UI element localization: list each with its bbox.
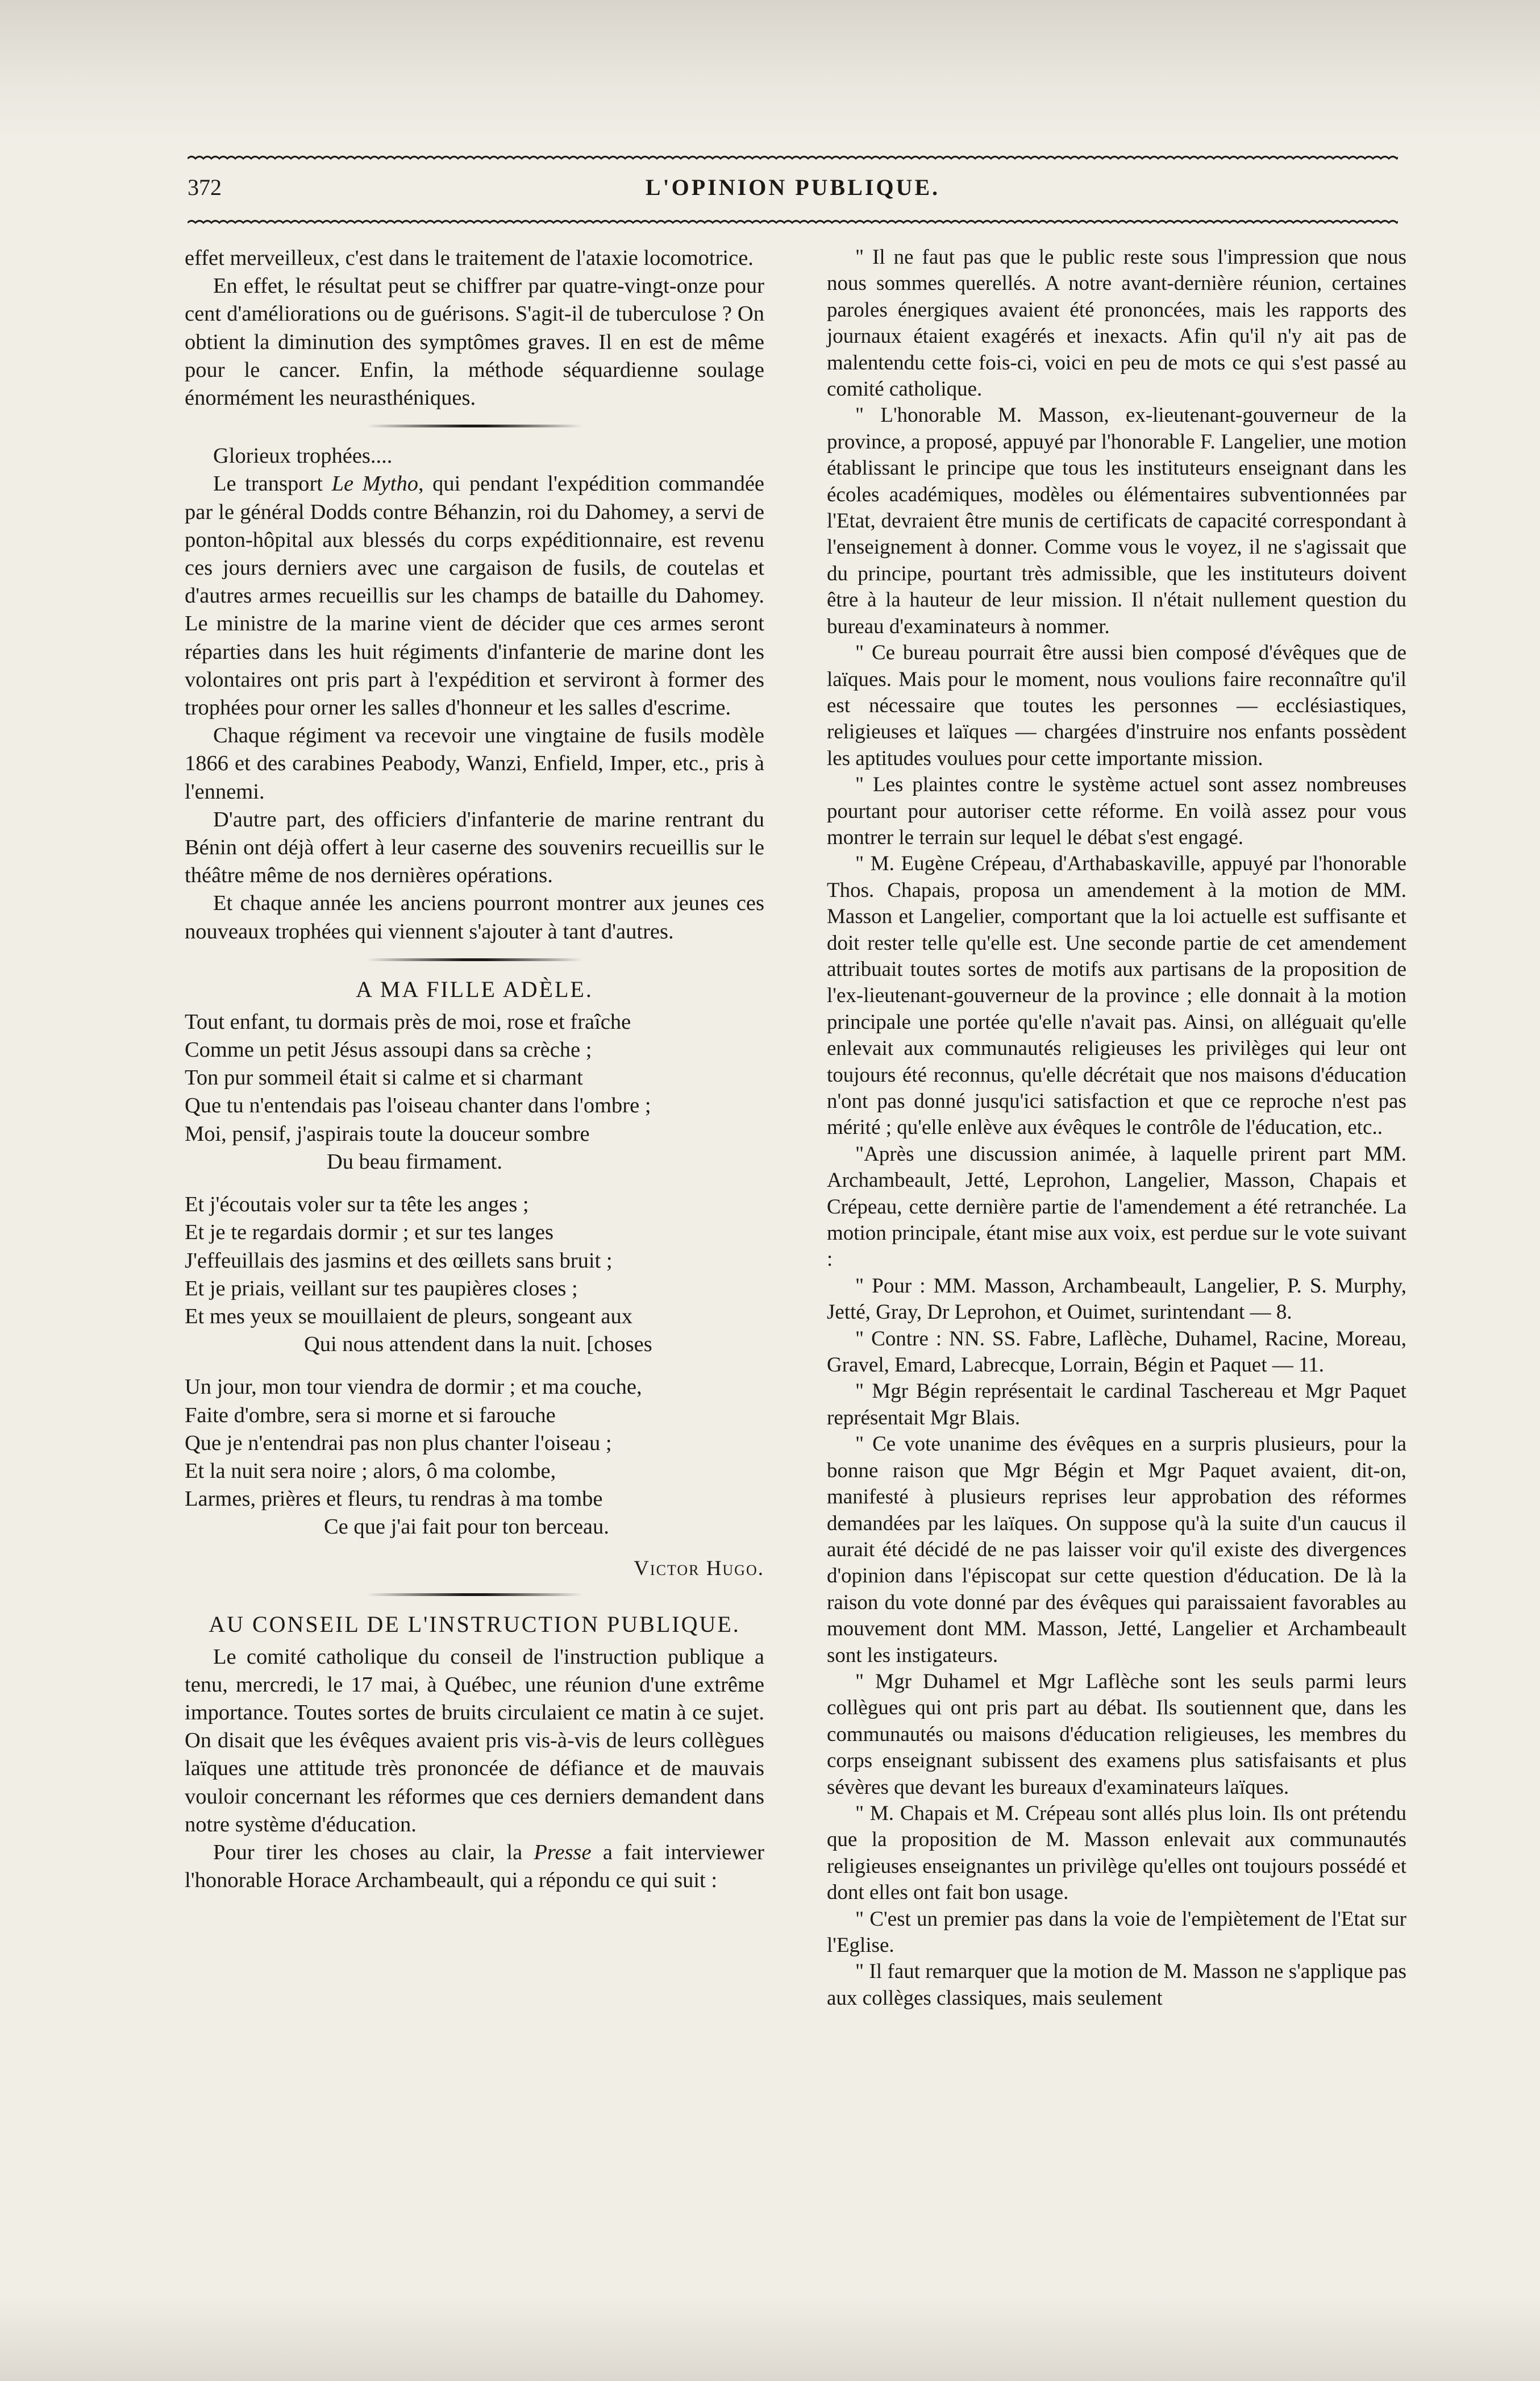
verse: Larmes, prières et fleurs, tu rendras à ma tombe: [185, 1487, 603, 1511]
verse: Ton pur sommeil était si calme et si charmant: [185, 1066, 583, 1090]
article-title: AU CONSEIL DE L'INSTRUCTION PUBLIQUE.: [209, 1611, 740, 1637]
paragraph: " M. Eugène Crépeau, d'Arthabaskaville, appuyé par l'honorable Thos. Chapais, proposa un amendement à la motion de MM. Masson et Langelier, comportant que la loi actuelle est suffisante et doit rester telle qu'elle est. Une seconde partie de cet amendement attribuait toutes sortes de motifs aux partisans de la proposition de l'ex-lieutenant-gouverneur de la province ; elle donnait à la motion principale une portée qu'elle n'avait pas. Ainsi, on alléguait qu'elle enlevait aux communautés religieuses les privilèges qui leur ont toujours été reconnus, qu'elle décrétait que nos maisons d'éducation n'ont pas donné jusqu'ici satisfaction et que ce reproche n'est pas mérité ; qu'elle enlève aux évêques le contrôle de l'éducation, etc..: [827, 852, 1406, 1140]
verse: Et je te regardais dormir ; et sur tes langes: [185, 1220, 553, 1245]
text-run: , qui pendant l'expédition commandée par le général Dodds contre Béhanzin, roi du Dahomey, a servi de ponton-hôpital aux blessés du corps expéditionnaire, est revenu ces jours derniers avec une cargaison de fusils, de coutelas et d'autres armes recueillis sur les champs de bataille du Dahomey. Le ministre de la marine vient de décider que ces armes seront réparties dans les huit régiments d'infanterie de marine dont les volontaires ont pris part à l'expédition et serviront à former des trophées pour orner les salles d'honneur et les salles d'escrime.: [185, 472, 764, 720]
verse: Du beau firmament.: [327, 1149, 502, 1174]
text-run: a fait interviewer l'honorable Horace Archambeault, qui a répondu ce qui suit :: [185, 1840, 764, 1893]
top-paper-edge: [0, 0, 1540, 142]
paragraph: " Mgr Bégin représentait le cardinal Taschereau et Mgr Paquet représentait Mgr Blais.: [827, 1379, 1406, 1430]
paragraph: " Il faut remarquer que la motion de M. Masson ne s'applique pas aux collèges classiques, mais seulement: [827, 1960, 1406, 2010]
verse: Et la nuit sera noire ; alors, ô ma colombe,: [185, 1458, 556, 1483]
verse: J'effeuillais des jasmins et des œillets sans bruit ;: [185, 1248, 613, 1273]
paragraph: " Mgr Duhamel et Mgr Laflèche sont les seuls parmi leurs collègues qui ont pris part au débat. Ils soutiennent que, dans les communautés ou maisons d'éducation religieuses, les membres du corps enseignant subissent des examens plus satisfaisants et plus sévères que devant les bureaux d'examinateurs laïques.: [827, 1669, 1406, 1799]
separator: [367, 1593, 582, 1596]
paragraph: " Les plaintes contre le système actuel sont assez nombreuses pourtant pour autoriser cette réforme. En voilà assez pour vous montrer le terrain sur lequel le débat s'est engagé.: [827, 773, 1406, 849]
separator: [367, 958, 582, 961]
paragraph: [185, 470, 764, 722]
verse: Que je n'entendrai pas non plus chanter l'oiseau ;: [185, 1431, 612, 1455]
paragraph: Glorieux trophées....: [213, 444, 393, 468]
verse: Tout enfant, tu dormais près de moi, rose et fraîche: [185, 1009, 631, 1034]
page-number: 372: [188, 174, 222, 200]
separator: [367, 425, 582, 427]
running-head: L'OPINION PUBLIQUE.: [645, 174, 940, 200]
paragraph: "Après une discussion animée, à laquelle prirent part MM. Archambeault, Jetté, Leprohon, Langelier, Masson, Chapais et Crépeau, cette dernière partie de l'amendement a été retranchée. La motion principale, étant mise aux voix, est perdue sur le vote suivant :: [827, 1142, 1406, 1271]
paragraph: " M. Chapais et M. Crépeau sont allés plus loin. Ils ont prétendu que la proposition de M. Masson enlevait aux communautés religieuses enseignantes un privilège qu'elles ont toujours possédé et dont elles ont fait bon usage.: [827, 1801, 1406, 1905]
paragraph: " Contre : NN. SS. Fabre, Laflèche, Duhamel, Racine, Moreau, Gravel, Emard, Labrecque, Lorrain, Bégin et Paquet — 11.: [827, 1327, 1406, 1377]
header-bottom-rule: [188, 219, 1398, 227]
paragraph: En effet, le résultat peut se chiffrer par quatre-vingt-onze pour cent d'améliorations ou de guérisons. S'agit-il de tuberculose ? On obtient la diminution des symptômes graves. Il en est de même pour le cancer. Enfin, la méthode séquardienne soulage énormément les neurasthéniques.: [185, 274, 764, 410]
newspaper-name: Presse: [534, 1840, 592, 1864]
paragraph: D'autre part, des officiers d'infanterie de marine rentrant du Bénin ont déjà offert à leur caserne des souvenirs recueillis sur le théâtre même de nos dernières opérations.: [185, 807, 764, 888]
paragraph: " Il ne faut pas que le public reste sous l'impression que nous nous sommes querellés. A notre avant-dernière réunion, certaines paroles énergiques avaient été prononcées, mais les rapports des journaux étaient exagérés et inexacts. Afin qu'il n'y ait pas de malentendu cette fois-ci, voici en peu de mots ce qui s'est passé au comité catholique.: [827, 246, 1406, 401]
poem-author: Victor Hugo.: [634, 1556, 764, 1580]
paragraph: Le comité catholique du conseil de l'instruction publique a tenu, mercredi, le 17 mai, à Québec, une réunion d'une extrême importance. Toutes sortes de bruits circulaient ce matin à ce sujet. On disait que les évêques avaient pris vis-à-vis de leurs collègues laïques une attitude très prononcée de défiance et de mauvais vouloir concernant les réformes que ces derniers demandent dans notre système d'éducation.: [185, 1644, 764, 1836]
paragraph: " L'honorable M. Masson, ex-lieutenant-gouverneur de la province, a proposé, appuyé par l'honorable F. Langelier, une motion établissant le principe que tous les instituteurs enseignant dans les écoles académiques, modèles ou élémentaires subventionnées par l'Etat, devraient être munis de certificats de capacité correspondant à l'enseignement à donner. Comme vous le voyez, il ne s'agissait que du principe, pourtant très admissible, que les instituteurs doivent être à la hauteur de leur mission. Il n'était nullement question du bureau d'examinateurs à nommer.: [827, 404, 1406, 638]
verse: Un jour, mon tour viendra de dormir ; et ma couche,: [185, 1375, 642, 1399]
paragraph: " Pour : MM. Masson, Archambeault, Langelier, P. S. Murphy, Jetté, Gray, Dr Leprohon, et Ouimet, surintendant — 8.: [827, 1274, 1406, 1324]
verse: Et j'écoutais voler sur ta tête les anges ;: [185, 1192, 529, 1217]
text-run: Pour tirer les choses au clair, la: [213, 1840, 534, 1864]
paragraph: " Ce bureau pourrait être aussi bien composé d'évêques que de laïques. Mais pour le moment, nous voulions faire reconnaître qu'il est nécessaire que toutes les personnes — ecclésiastiques, religieuses et laïques — chargées d'instruire nos enfants possèdent les aptitudes voulues pour cette importante mission.: [827, 641, 1406, 770]
stanza-1: [185, 1008, 764, 1176]
paragraph: " C'est un premier pas dans la voie de l'empiètement de l'Etat sur l'Eglise.: [827, 1907, 1406, 1957]
ship-name: Le Mytho: [331, 472, 418, 496]
text-run: Le transport: [213, 472, 332, 496]
verse: Moi, pensif, j'aspirais toute la douceur sombre: [185, 1121, 590, 1146]
verse: Et je priais, veillant sur tes paupières closes ;: [185, 1276, 578, 1300]
paragraph: " Ce vote unanime des évêques en a surpris plusieurs, pour la bonne raison que Mgr Bégin et Mgr Paquet avaient, dit-on, manifesté à plusieurs reprises leur approbation des réformes demandées par les laïques. On suppose qu'à la suite d'un caucus il aurait été décidé de ne pas laisser voir qu'il existe des divergences d'opinion dans l'épiscopat sur cette question d'éducation. De là la raison du vote donné par des évêques qui paraissaient favorables au mouvement dont MM. Masson, Jetté, Langelier et Archambeault sont les instigateurs.: [827, 1432, 1406, 1667]
stanza-2: [185, 1191, 764, 1358]
verse: Qui nous attendent dans la nuit. [choses: [304, 1332, 652, 1357]
paragraph: effet merveilleux, c'est dans le traitement de l'ataxie locomotrice.: [185, 246, 754, 270]
paragraph: [185, 1839, 764, 1894]
page-header: [188, 171, 1398, 205]
verse: Et mes yeux se mouillaient de pleurs, songeant aux: [185, 1304, 632, 1328]
paragraph: Et chaque année les anciens pourront montrer aux jeunes ces nouveaux trophées qui viennent s'ajouter à tant d'autres.: [185, 891, 764, 944]
bottom-paper-edge: [0, 2296, 1540, 2381]
verse: Comme un petit Jésus assoupi dans sa crèche ;: [185, 1038, 592, 1062]
paragraph: Chaque régiment va recevoir une vingtaine de fusils modèle 1866 et des carabines Peabody, Wanzi, Enfield, Imper, etc., pris à l'ennemi.: [185, 724, 764, 804]
stanza-3: [185, 1373, 764, 1541]
right-column: [827, 244, 1406, 2012]
poem-title: A MA FILLE ADÈLE.: [356, 976, 593, 1002]
verse: Ce que j'ai fait pour ton berceau.: [324, 1515, 609, 1539]
header-top-rule: [188, 155, 1398, 163]
verse: Faite d'ombre, sera si morne et si farouche: [185, 1403, 556, 1427]
poem: [185, 1008, 764, 1581]
verse: Que tu n'entendais pas l'oiseau chanter dans l'ombre ;: [185, 1094, 651, 1118]
left-column: [185, 244, 764, 1894]
